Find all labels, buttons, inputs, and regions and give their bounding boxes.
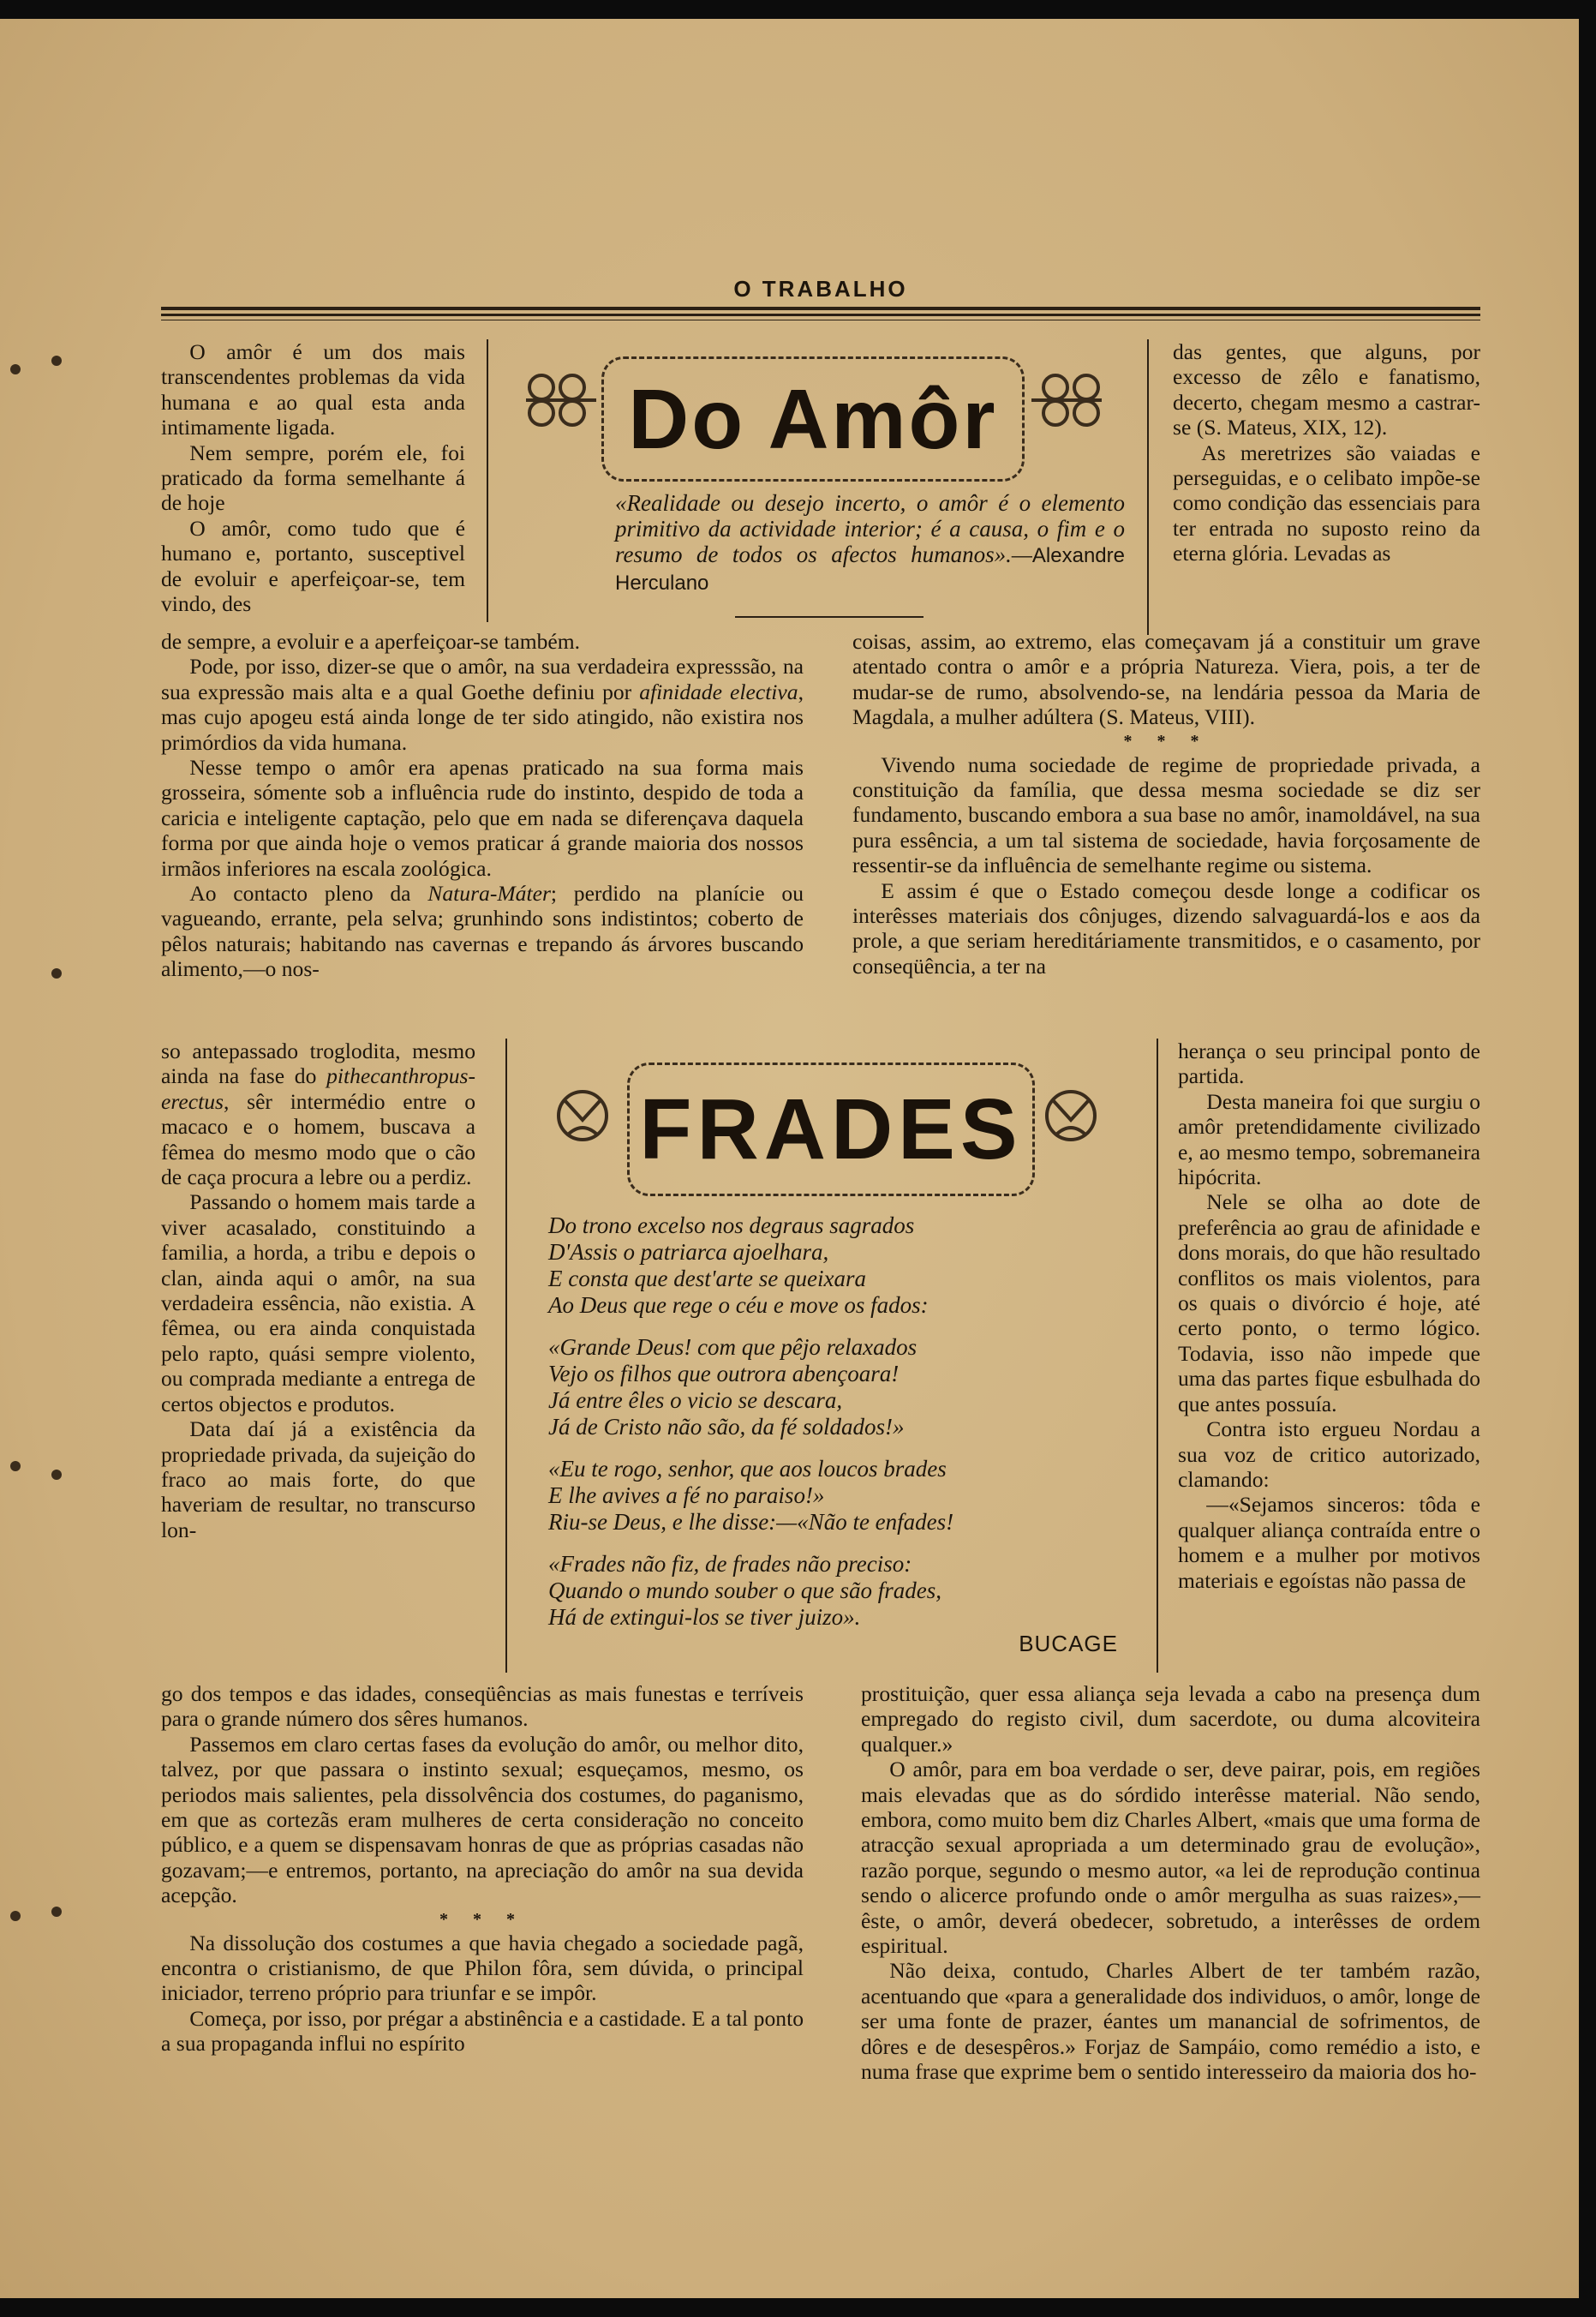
paragraph: As meretrizes são vaiadas e perseguidas, e o celibato impõe-se como condição das essenciais para ter entrada no suposto reino da eterna glória. Levadas as bbox=[1173, 440, 1480, 566]
punch-mark bbox=[10, 1911, 21, 1921]
paragraph: Data daí já a existência da propriedade privada, da sujeição do fraco ao mais forte, do que haveriam de resultar, no transcurso lon- bbox=[161, 1416, 475, 1542]
section-break: * * * bbox=[439, 1909, 525, 1929]
column-3-middle bbox=[1178, 1039, 1480, 1593]
epigraph bbox=[615, 490, 1125, 596]
paragraph: so antepassado troglodita, mesmo ainda na fase do pithecanthropus-erectus, sêr intermédio entre o macaco e o homem, buscava a fêmea do mesmo modo que o cão de caça procura a lebre ou a perdiz. bbox=[161, 1039, 475, 1190]
paragraph: Não deixa, contudo, Charles Albert de ter também razão, acentuando que «para a generalidade dos individuos, o amôr, longe de ser uma fonte de prazer, éantes um manancial de sofrimentos, de dôres e de desespêros.» Forjaz de Sampáio, como remédio a isto, e numa frase que exprime bem o sentido interesseiro da maioria dos ho- bbox=[861, 1958, 1480, 2085]
paragraph: Passando o homem mais tarde a viver acasalado, constituindo a familia, a horda, a tribu e depois o clan, ainda aqui o amôr, na sua verdadeira essência, não existia. A fêmea, ou era ainda conquistada pelo rapto, quási sempre violento, ou comprada mediante a entrega de certos objectos e produtos. bbox=[161, 1189, 475, 1416]
paragraph: Passemos em claro certas fases da evolução do amôr, ou melhor dito, talvez, por que passara o instinto sexual; esqueçamos, mesmo, os periodos mais salientes, pela dissolvência dos costumes, do paganismo, em que as cortezãs eram mulheres de certa consideração no conceito público, e a quem se dispensavam honras de que as próprias casadas não gozavam;—e entremos, portanto, na apreciação do amôr na sua devida acepção. bbox=[161, 1731, 804, 1908]
paragraph: E assim é que o Estado começou desde longe a codificar os interêsses materiais dos cônjuges, dizendo salvaguardá-los e aos da prole, a que seriam hereditáriamente transmitidos, e o casamento, por conseqüência, a ter na bbox=[852, 877, 1480, 979]
paragraph: Começa, por isso, por prégar a abstinência e a castidade. E a tal ponto a sua propaganda influi no espírito bbox=[161, 2005, 804, 2057]
paragraph: de sempre, a evoluir e a aperfeiçoar-se também. bbox=[161, 629, 581, 654]
article-body-upper-left bbox=[161, 629, 804, 982]
punch-mark bbox=[51, 968, 62, 979]
column-rule bbox=[505, 1039, 507, 1673]
punch-mark bbox=[51, 356, 62, 366]
paragraph: coisas, assim, ao extremo, elas começavam já a constituir um grave atentado contra o amôr e a própria Natureza. Viera, pois, a ter de mudar-se de rumo, absolvendo-se, na lendária pessoa da Maria de Magdala, a mulher adúltera (S. Mateus, VIII). bbox=[852, 629, 1480, 730]
paragraph: Na dissolução dos costumes a que havia chegado a sociedade pagã, encontra o cristianismo, de que Philon fôra, sem dúvida, o principal iniciador, terreno próprio para triunfar e se impôr. bbox=[161, 1930, 804, 2006]
paragraph: Nem sempre, porém ele, foi praticado da forma semelhante á de hoje bbox=[161, 440, 465, 516]
right-ornament bbox=[1028, 366, 1105, 439]
right-ornament bbox=[1037, 1077, 1105, 1158]
article-body-upper-right bbox=[852, 629, 1480, 979]
paragraph: prostituição, quer essa aliança seja levada a cabo na presença dum empregado do registo civil, dum sacerdote, ou duma alcoviteira qualquer.» bbox=[861, 1681, 1480, 1757]
punch-mark bbox=[10, 1461, 21, 1471]
paragraph: Contra isto ergueu Nordau a sua voz de critico autorizado, clamando: bbox=[1178, 1416, 1480, 1492]
punch-mark bbox=[51, 1907, 62, 1917]
paragraph: O amôr é um dos mais transcendentes problemas da vida humana e ao qual esta anda intimamente ligada. bbox=[161, 339, 465, 440]
column-1-lower bbox=[161, 1039, 475, 1542]
newspaper-page bbox=[0, 19, 1579, 2298]
paragraph: Nesse tempo o amôr era apenas praticado na sua forma mais grosseira, sómente sob a influência rude do instinto, despido de toda a caricia e inteligente captação, pelo que em nada se diferençava daquela forma por que ainda hoje o vemos praticar á grande maioria dos nossos irmãos inferiores na escala zoológica. bbox=[161, 755, 804, 881]
left-ornament bbox=[523, 366, 600, 439]
paragraph: Desta maneira foi que surgiu o amôr pretendidamente civilizado e, ao mesmo tempo, sobremaneira hipócrita. bbox=[1178, 1088, 1480, 1190]
paragraph: Nele se olha ao dote de preferência ao grau de afinidade e dons morais, do que hão resultado conflitos os mais violentos, para os quais o divórcio é hoje, até certo ponto, o termo lógico. Todavia, isso não impede que uma das partes fique esbulhada do que antes possuía. bbox=[1178, 1189, 1480, 1416]
poem-frades bbox=[548, 1212, 1118, 1657]
poem-author: BUCAGE bbox=[1019, 1631, 1118, 1656]
column-3-top bbox=[1173, 339, 1480, 566]
paragraph: O amôr, para em boa verdade o ser, deve pairar, pois, em regiões mais elevadas que as do sórdido interêsse material. Não sendo, embora, como muito bem diz Charles Albert, «mais que uma forma de atracção sexual apropriada a um determinado grau de evolução», razão porque, segundo o mesmo autor, «a lei de reprodução continua sendo o alicerce profundo onde o amôr mergulha as suas raizes»,—êste, o amôr, deverá obedecer, sobretudo, a interêsses de ordem espiritual. bbox=[861, 1757, 1480, 1959]
column-rule bbox=[1157, 1039, 1158, 1673]
article-body-lower-left bbox=[161, 1681, 804, 2057]
stanza: Do trono excelso nos degraus sagrados D'Assis o patriarca ajoelhara, E consta que dest'arte se queixara Ao Deus que rege o céu e move os fados: bbox=[548, 1212, 929, 1318]
column-rule bbox=[487, 339, 488, 622]
punch-mark bbox=[10, 364, 21, 374]
divider bbox=[735, 616, 924, 618]
epigraph-author: Alexandre Herculano bbox=[615, 544, 1125, 595]
title-box-frades bbox=[627, 1063, 1035, 1196]
paragraph: Ao contacto pleno da Natura-Máter; perdido na planície ou vagueando, errante, pela selva; grunhindo sons indistintos; coberto de pêlos naturais; habitando nas cavernas e trepando ás árvores buscando alimento,—o nos- bbox=[161, 881, 804, 982]
epigraph-text: «Realidade ou desejo incerto, o amôr é o elemento primitivo da actividade interior; é a causa, o fim e o resumo de todos os afectos humanos».— bbox=[615, 490, 1125, 567]
paragraph: Vivendo numa sociedade de regime de propriedade privada, a constituição da família, que dessa mesma sociedade se diz ser fundamento, buscando embora a sua base no amôr, inamoldável, na sua pura essência, a um tal sistema de sociedade, havia forçosamente de ressentir-se da influência de semelhante regime ou sistema. bbox=[852, 751, 1480, 878]
header-rule bbox=[161, 307, 1480, 310]
paragraph: go dos tempos e das idades, conseqüências as mais funestas e terríveis para o grande número dos sêres humanos. bbox=[161, 1681, 804, 1732]
paragraph: O amôr, como tudo que é humano e, portanto, susceptivel de evoluir e aperfeiçoar-se, tem vindo, des bbox=[161, 515, 465, 617]
masthead: O TRABALHO bbox=[733, 276, 908, 302]
paragraph: das gentes, que alguns, por excesso de zêlo e fanatismo, decerto, chegam mesmo a castrar-se (S. Mateus, XIX, 12). bbox=[1173, 339, 1480, 440]
punch-mark bbox=[51, 1470, 62, 1480]
poem-title: FRADES bbox=[639, 1081, 1023, 1177]
section-break: * * * bbox=[1123, 731, 1210, 751]
stanza: «Frades não fiz, de frades não preciso: Quando o mundo souber o que são frades, Há de extingui-los se tiver juizo». bbox=[548, 1551, 941, 1630]
column-1-top bbox=[161, 339, 465, 616]
column-rule bbox=[1147, 339, 1149, 635]
article-body-lower-right bbox=[861, 1681, 1480, 2085]
title-box-do-amor bbox=[601, 356, 1025, 482]
stanza: «Eu te rogo, senhor, que aos loucos brades E lhe avives a fé no paraiso!» Riu-se Deus, e lhe disse:—«Não te enfades! bbox=[548, 1456, 954, 1535]
paragraph: herança o seu principal ponto de partida. bbox=[1178, 1039, 1480, 1089]
paragraph: Pode, por isso, dizer-se que o amôr, na sua verdadeira expresssão, na sua expressão mais alta e a qual Goethe definiu por afinidade electiva, mas cujo apogeu está ainda longe de ter sido atingido, não existira nos primórdios da vida humana. bbox=[161, 654, 804, 755]
left-ornament bbox=[548, 1077, 617, 1158]
stanza: «Grande Deus! com que pêjo relaxados Vejo os filhos que outrora abençoara! Já entre êles o vicio se descara, Já de Cristo não são, da fé soldados!» bbox=[548, 1334, 918, 1440]
article-title: Do Amôr bbox=[628, 372, 998, 466]
paragraph: —«Sejamos sinceros: tôda e qualquer aliança contraída entre o homem e a mulher por motivos materiais e egoístas não passa de bbox=[1178, 1492, 1480, 1593]
header-rule bbox=[161, 314, 1480, 316]
